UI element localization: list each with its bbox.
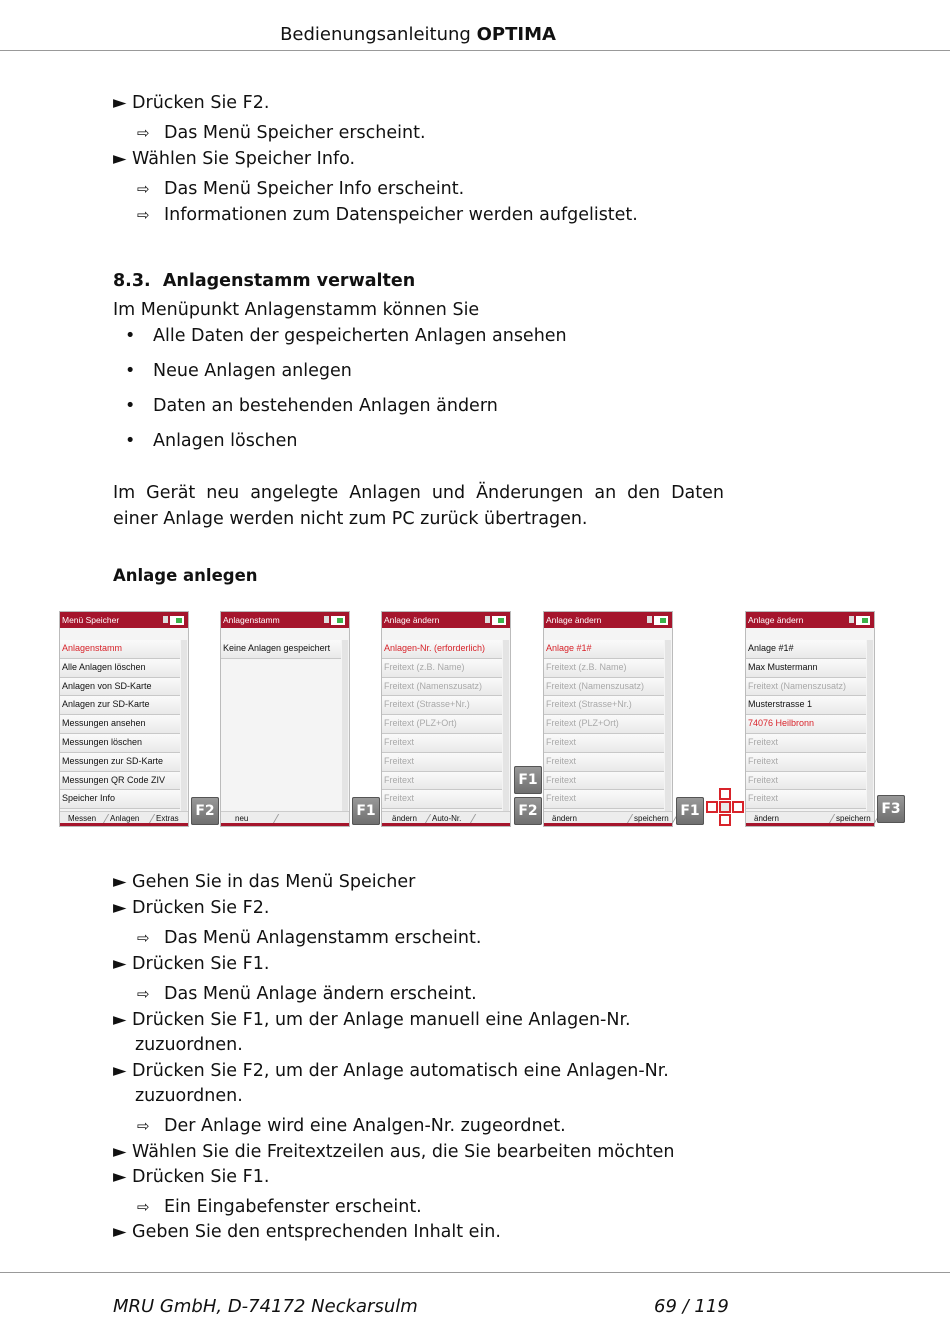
result-line: ⇨ Der Anlage wird eine Analgen-Nr. zugeordnet. xyxy=(137,1116,566,1136)
navigation-pad-icon xyxy=(706,788,744,826)
subheading: Anlage anlegen xyxy=(113,566,258,585)
screen-title: Anlage ändern xyxy=(382,612,510,628)
device-screen xyxy=(59,611,189,827)
bullet-item: • Alle Daten der gespeicherten Anlagen ansehen xyxy=(125,326,567,346)
step-continuation: zuzuordnen. xyxy=(135,1086,243,1106)
screen-title: Menü Speicher xyxy=(60,612,188,628)
result-line: ⇨ Das Menü Anlage ändern erscheint. xyxy=(137,984,477,1004)
menu-item: Freitext xyxy=(746,772,866,791)
menu-item: Keine Anlagen gespeichert xyxy=(221,640,341,659)
scrollbar xyxy=(665,640,671,812)
menu-item: Messungen ansehen xyxy=(60,715,180,734)
battery-icon xyxy=(331,616,345,625)
softkey-bar xyxy=(382,811,510,826)
menu-item: Freitext xyxy=(544,772,664,791)
screen-title: Anlagenstamm xyxy=(221,612,349,628)
function-key-f1-icon: F1 xyxy=(352,797,380,825)
pad-center xyxy=(719,801,731,813)
arrow-right-icon: ⇨ xyxy=(137,124,150,142)
menu-item: Freitext xyxy=(544,753,664,772)
footer-company: MRU GmbH, D-74172 Neckarsulm xyxy=(113,1296,418,1317)
page-number: 69 / 119 xyxy=(654,1296,729,1317)
scrollbar xyxy=(503,640,509,812)
softkey-separator xyxy=(626,814,633,825)
arrow-left-icon xyxy=(706,801,718,813)
lock-icon xyxy=(647,616,652,623)
menu-item: Max Mustermann xyxy=(746,659,866,678)
step-continuation: zuzuordnen. xyxy=(135,1035,243,1055)
softkey-separator xyxy=(148,814,155,825)
softkey-bar xyxy=(221,811,349,826)
section-heading: 8.3. Anlagenstamm verwalten xyxy=(113,271,416,291)
softkey-label: Anlagen xyxy=(110,814,140,823)
scrollbar xyxy=(181,640,187,812)
softkey-bar xyxy=(60,811,188,826)
menu-item: Freitext xyxy=(382,790,502,809)
function-key-f1-icon: F1 xyxy=(514,766,542,794)
softkey-label: Messen xyxy=(68,814,97,823)
bullet-item: • Daten an bestehenden Anlagen ändern xyxy=(125,396,498,416)
function-key-f2-icon: F2 xyxy=(514,797,542,825)
menu-item: Anlage #1# xyxy=(746,640,866,659)
arrow-right-icon: ⇨ xyxy=(137,180,150,198)
step-line: ► Drücken Sie F2. xyxy=(113,898,270,918)
page-header xyxy=(0,24,836,45)
step-line: ► Drücken Sie F1, um der Anlage manuell eine Anlagen-Nr. xyxy=(113,1010,631,1030)
menu-item: Anlagenstamm xyxy=(60,640,180,659)
menu-item: Freitext (z.B. Name) xyxy=(544,659,664,678)
menu-item: Musterstrasse 1 xyxy=(746,696,866,715)
device-screen xyxy=(381,611,511,827)
screen-title: Anlage ändern xyxy=(746,612,874,628)
bullet-item: • Anlagen löschen xyxy=(125,431,298,451)
function-key-f3-icon: F3 xyxy=(877,795,905,823)
menu-item: Speicher Info xyxy=(60,790,180,809)
menu-item: Freitext xyxy=(382,734,502,753)
lock-icon xyxy=(324,616,329,623)
lock-icon xyxy=(163,616,168,623)
result-line: ⇨ Informationen zum Datenspeicher werden aufgelistet. xyxy=(137,205,638,225)
bullet-item: • Neue Anlagen anlegen xyxy=(125,361,352,381)
result-line: ⇨ Ein Eingabefenster erscheint. xyxy=(137,1197,422,1217)
menu-item: Freitext xyxy=(382,753,502,772)
intro-text: Im Menüpunkt Anlagenstamm können Sie xyxy=(113,300,480,320)
menu-item: Messungen QR Code ZIV xyxy=(60,772,180,791)
screen-title: Anlage ändern xyxy=(544,612,672,628)
softkey-separator xyxy=(828,814,835,825)
step-line: ► Gehen Sie in das Menü Speicher xyxy=(113,872,416,892)
softkey-separator xyxy=(272,814,279,825)
menu-item: Anlagen von SD-Karte xyxy=(60,678,180,697)
scrollbar xyxy=(867,640,873,812)
arrow-right-icon: ⇨ xyxy=(137,206,150,224)
footer-rule xyxy=(0,1272,950,1273)
softkey-label: speichern xyxy=(836,814,871,823)
arrow-right-icon: ⇨ xyxy=(137,1198,150,1216)
battery-icon xyxy=(856,616,870,625)
header-rule xyxy=(0,50,950,51)
arrow-right-icon: ⇨ xyxy=(137,929,150,947)
softkey-separator xyxy=(424,814,431,825)
softkey-label: ändern xyxy=(754,814,779,823)
menu-item: Alle Anlagen löschen xyxy=(60,659,180,678)
menu-item: 74076 Heilbronn xyxy=(746,715,866,734)
scrollbar xyxy=(342,640,348,812)
menu-item: Freitext (Namenszusatz) xyxy=(544,678,664,697)
softkey-separator xyxy=(102,814,109,825)
menu-item: Freitext (Namenszusatz) xyxy=(382,678,502,697)
function-key-f2-icon: F2 xyxy=(191,797,219,825)
result-line: ⇨ Das Menü Speicher erscheint. xyxy=(137,123,426,143)
arrow-right-icon: ⇨ xyxy=(137,985,150,1003)
step-line: ► Drücken Sie F2. xyxy=(113,93,270,113)
step-line: ► Drücken Sie F1. xyxy=(113,954,270,974)
arrow-up-icon xyxy=(719,788,731,800)
softkey-bar xyxy=(746,811,874,826)
softkey-bar xyxy=(544,811,672,826)
step-line: ► Geben Sie den entsprechenden Inhalt ein. xyxy=(113,1222,501,1242)
menu-item: Freitext (PLZ+Ort) xyxy=(382,715,502,734)
menu-item: Anlagen-Nr. (erforderlich) xyxy=(382,640,502,659)
menu-item: Anlage #1# xyxy=(544,640,664,659)
menu-item: Messungen löschen xyxy=(60,734,180,753)
menu-item: Freitext (PLZ+Ort) xyxy=(544,715,664,734)
function-key-f1-icon: F1 xyxy=(676,797,704,825)
battery-icon xyxy=(170,616,184,625)
result-line: ⇨ Das Menü Speicher Info erscheint. xyxy=(137,179,465,199)
battery-icon xyxy=(654,616,668,625)
device-screen xyxy=(745,611,875,827)
menu-item: Freitext (Strasse+Nr.) xyxy=(382,696,502,715)
lock-icon xyxy=(849,616,854,623)
menu-item: Freitext (Namenszusatz) xyxy=(746,678,866,697)
header-product: OPTIMA xyxy=(476,24,556,45)
menu-item: Messungen zur SD-Karte xyxy=(60,753,180,772)
device-screen xyxy=(543,611,673,827)
step-line: ► Drücken Sie F1. xyxy=(113,1167,270,1187)
device-screen xyxy=(220,611,350,827)
info-paragraph: Im Gerät neu angelegte Anlagen und Änderungen an den Daten einer Anlage werden nicht zum PC zurück übertragen. xyxy=(113,483,724,529)
arrow-down-icon xyxy=(719,814,731,826)
header-prefix: Bedienungsanleitung xyxy=(280,24,471,45)
menu-item: Freitext xyxy=(746,790,866,809)
lock-icon xyxy=(485,616,490,623)
softkey-label: Extras xyxy=(156,814,179,823)
menu-item: Freitext xyxy=(544,790,664,809)
battery-icon xyxy=(492,616,506,625)
menu-item: Freitext xyxy=(382,772,502,791)
softkey-label: ändern xyxy=(552,814,577,823)
step-line: ► Wählen Sie Speicher Info. xyxy=(113,149,356,169)
softkey-label: neu xyxy=(235,814,249,823)
menu-item: Freitext (z.B. Name) xyxy=(382,659,502,678)
softkey-label: ändern xyxy=(392,814,417,823)
menu-item: Freitext xyxy=(544,734,664,753)
softkey-separator xyxy=(469,814,476,825)
menu-item: Freitext (Strasse+Nr.) xyxy=(544,696,664,715)
result-line: ⇨ Das Menü Anlagenstamm erscheint. xyxy=(137,928,482,948)
arrow-right-icon xyxy=(732,801,744,813)
step-line: ► Drücken Sie F2, um der Anlage automatisch eine Anlagen-Nr. xyxy=(113,1061,669,1081)
step-line: ► Wählen Sie die Freitextzeilen aus, die Sie bearbeiten möchten xyxy=(113,1142,675,1162)
menu-item: Freitext xyxy=(746,753,866,772)
softkey-label: Auto-Nr. xyxy=(432,814,462,823)
menu-item: Anlagen zur SD-Karte xyxy=(60,696,180,715)
menu-item: Freitext xyxy=(746,734,866,753)
softkey-label: speichern xyxy=(634,814,669,823)
arrow-right-icon: ⇨ xyxy=(137,1117,150,1135)
